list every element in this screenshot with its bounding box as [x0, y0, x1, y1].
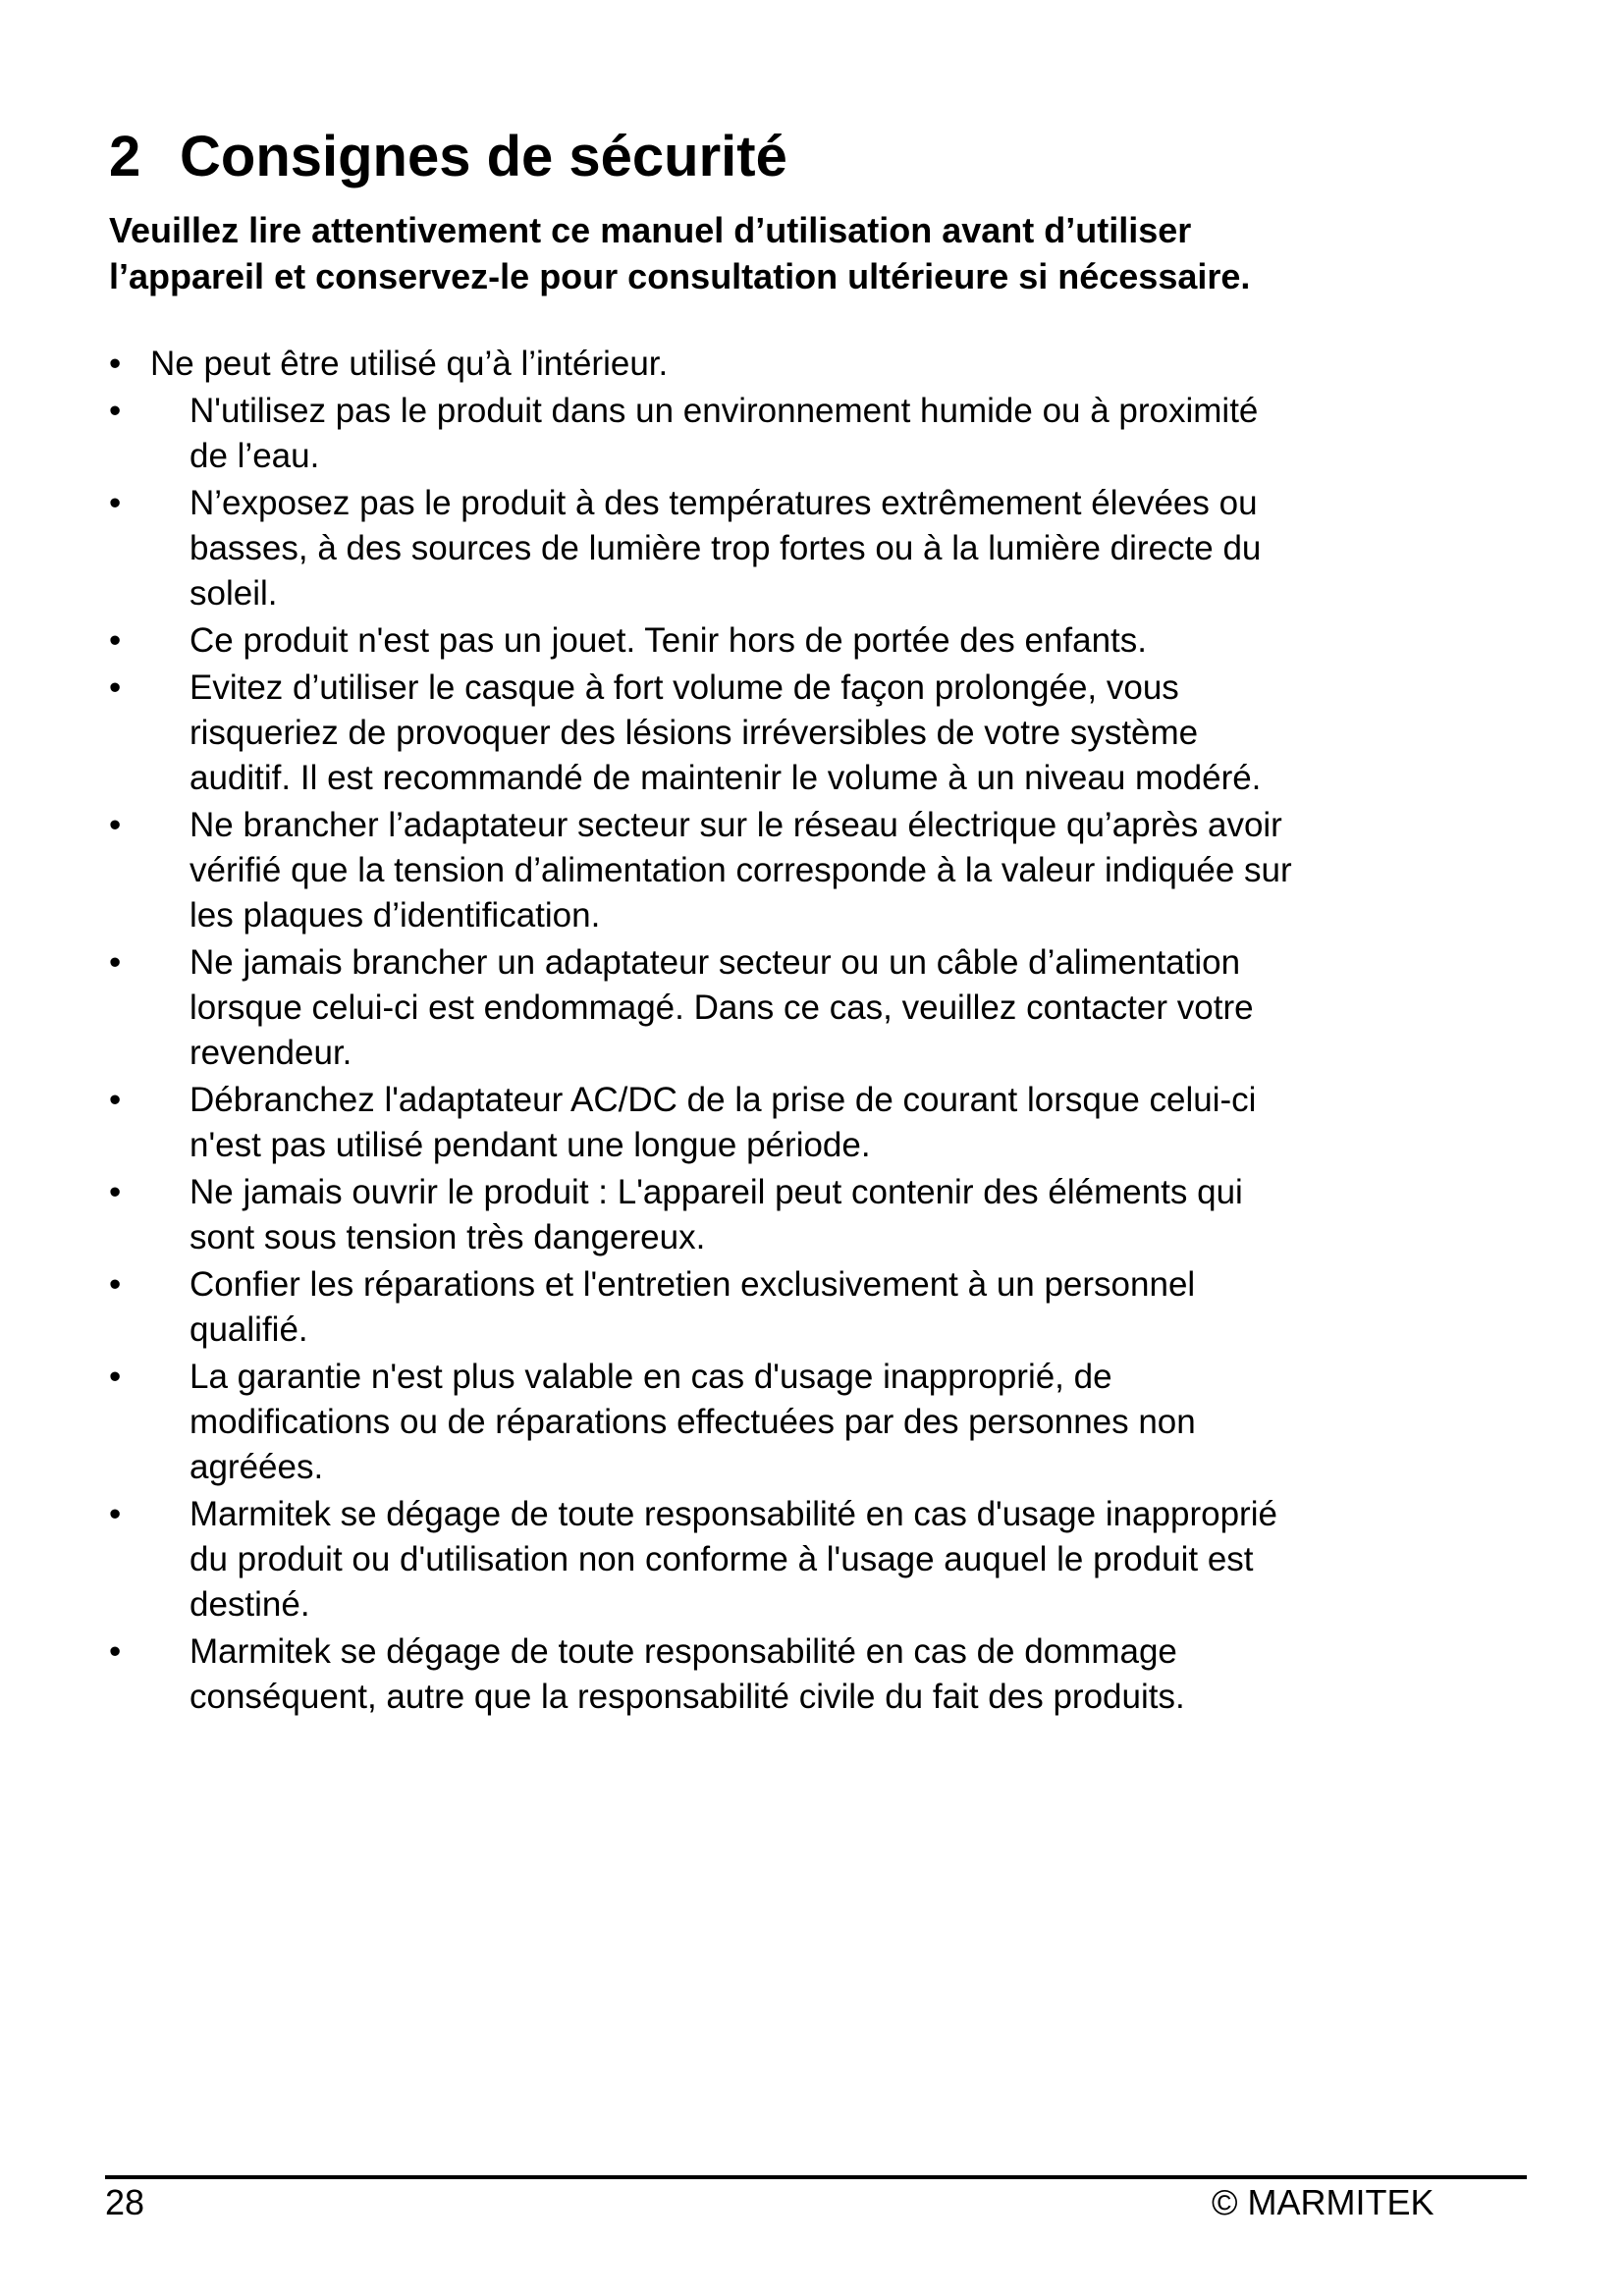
list-item-text	[109, 666, 1503, 801]
list-item	[109, 1078, 1503, 1168]
intro-paragraph	[109, 207, 1484, 299]
copyright-notice: © MARMITEK	[1212, 2182, 1435, 2222]
list-item-line: Ne jamais ouvrir le produit : L'appareil peut contenir des éléments qui	[189, 1173, 1243, 1211]
bullet-icon: •	[109, 1358, 122, 1396]
list-item-text	[109, 389, 1503, 479]
list-item-line: sont sous tension très dangereux.	[189, 1218, 706, 1256]
list-item-line: n'est pas utilisé pendant une longue période.	[189, 1126, 871, 1164]
bullet-icon: •	[109, 1632, 122, 1671]
list-item-line: du produit ou d'utilisation non conforme à l'usage auquel le produit est	[189, 1540, 1254, 1578]
bullet-icon: •	[109, 1081, 122, 1119]
list-item-line: de l’eau.	[189, 437, 320, 475]
bullet-icon: •	[109, 943, 122, 982]
list-item-line: destiné.	[189, 1585, 310, 1624]
list-item-line: N’exposez pas le produit à des températures extrêmement élevées ou	[189, 484, 1258, 522]
bullet-icon: •	[109, 668, 122, 707]
page-title	[109, 126, 787, 188]
bullet-icon: •	[109, 1173, 122, 1211]
list-item-line: basses, à des sources de lumière trop fortes ou à la lumière directe du	[189, 529, 1262, 567]
list-item-line: Ne peut être utilisé qu’à l’intérieur.	[150, 345, 669, 383]
list-item-line: Ne jamais brancher un adaptateur secteur ou un câble d’alimentation	[189, 943, 1241, 982]
list-item-text	[109, 1078, 1503, 1168]
list-item-line: lorsque celui-ci est endommagé. Dans ce cas, veuillez contacter votre	[189, 988, 1254, 1027]
safety-instructions-list	[109, 342, 1503, 1722]
list-item-line: les plaques d’identification.	[189, 896, 601, 934]
bullet-icon: •	[109, 484, 122, 522]
bullet-icon: •	[109, 1265, 122, 1304]
list-item-text	[109, 1629, 1503, 1720]
intro-line: Veuillez lire attentivement ce manuel d’utilisation avant d’utiliser	[109, 210, 1192, 250]
list-item-line: conséquent, autre que la responsabilité civile du fait des produits.	[189, 1678, 1185, 1716]
section-number: 2	[109, 125, 141, 188]
list-item-line: Evitez d’utiliser le casque à fort volume de façon prolongée, vous	[189, 668, 1179, 707]
list-item-line: Marmitek se dégage de toute responsabilité en cas de dommage	[189, 1632, 1177, 1671]
list-item	[109, 618, 1503, 664]
list-item	[109, 940, 1503, 1076]
list-item-line: risqueriez de provoquer des lésions irréversibles de votre système	[189, 714, 1199, 752]
list-item-line: La garantie n'est plus valable en cas d'usage inapproprié, de	[189, 1358, 1112, 1396]
list-item-line: Ce produit n'est pas un jouet. Tenir hors de portée des enfants.	[189, 621, 1147, 660]
list-item	[109, 1355, 1503, 1490]
list-item	[109, 389, 1503, 479]
bullet-icon: •	[109, 806, 122, 844]
footer-divider	[105, 2175, 1527, 2179]
list-item-text	[109, 1355, 1503, 1490]
bullet-icon: •	[109, 392, 122, 430]
intro-line: l’appareil et conservez-le pour consultation ultérieure si nécessaire.	[109, 256, 1251, 296]
list-item-line: agréées.	[189, 1448, 324, 1486]
list-item	[109, 1492, 1503, 1628]
list-item-text	[109, 1170, 1503, 1260]
bullet-icon: •	[109, 1495, 122, 1533]
list-item	[109, 1170, 1503, 1260]
bullet-icon: •	[109, 621, 122, 660]
list-item-text	[109, 940, 1503, 1076]
list-item-text	[109, 342, 1503, 387]
list-item	[109, 666, 1503, 801]
page-number: 28	[105, 2182, 145, 2222]
list-item	[109, 1629, 1503, 1720]
section-title: Consignes de sécurité	[180, 125, 787, 188]
list-item	[109, 342, 1503, 387]
list-item-line: Marmitek se dégage de toute responsabilité en cas d'usage inapproprié	[189, 1495, 1277, 1533]
list-item	[109, 481, 1503, 616]
list-item-text	[109, 618, 1503, 664]
list-item-line: N'utilisez pas le produit dans un environnement humide ou à proximité	[189, 392, 1259, 430]
list-item-text	[109, 481, 1503, 616]
list-item-text	[109, 1492, 1503, 1628]
list-item-line: Ne brancher l’adaptateur secteur sur le réseau électrique qu’après avoir	[189, 806, 1282, 844]
list-item-line: Confier les réparations et l'entretien exclusivement à un personnel	[189, 1265, 1196, 1304]
list-item-line: auditif. Il est recommandé de maintenir le volume à un niveau modéré.	[189, 759, 1262, 797]
list-item-text	[109, 803, 1503, 938]
list-item-line: vérifié que la tension d’alimentation corresponde à la valeur indiquée sur	[189, 851, 1292, 889]
list-item	[109, 1262, 1503, 1353]
list-item-line: revendeur.	[189, 1034, 352, 1072]
list-item-line: modifications ou de réparations effectuées par des personnes non	[189, 1403, 1196, 1441]
list-item-line: Débranchez l'adaptateur AC/DC de la prise de courant lorsque celui-ci	[189, 1081, 1257, 1119]
list-item-text	[109, 1262, 1503, 1353]
list-item-line: qualifié.	[189, 1310, 308, 1349]
list-item-line: soleil.	[189, 574, 278, 613]
bullet-icon: •	[109, 345, 122, 383]
list-item	[109, 803, 1503, 938]
